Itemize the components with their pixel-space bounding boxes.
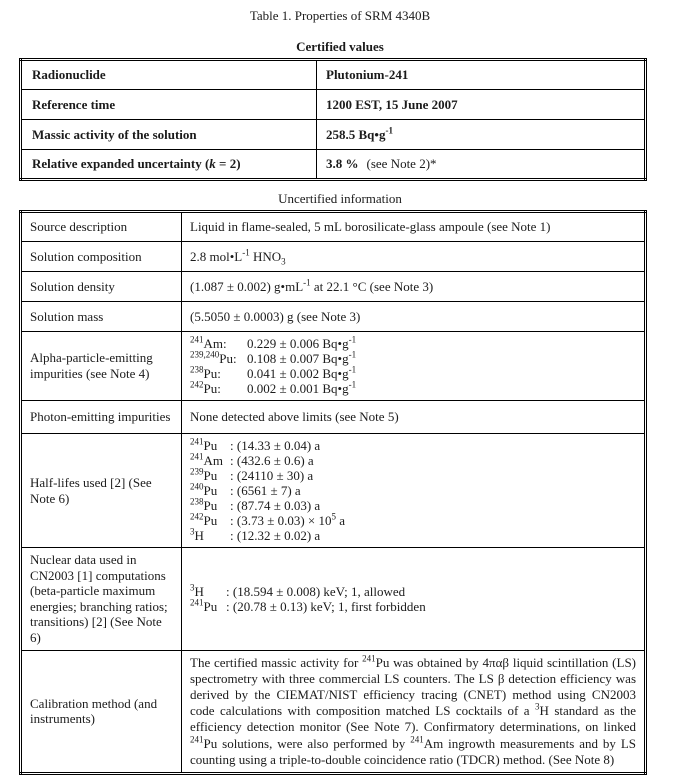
row-value: None detected above limits (see Note 5) xyxy=(182,401,646,434)
nuclear-data-line xyxy=(190,584,636,599)
row-value xyxy=(182,332,646,401)
nuclide-label: $^{241}$Am: xyxy=(190,334,227,351)
uncertified-row-alpha-impurities xyxy=(21,332,646,401)
half-life-line xyxy=(190,468,636,483)
impurity-line xyxy=(190,351,636,366)
row-label: Solution density xyxy=(21,272,182,302)
row-value xyxy=(317,150,646,180)
certified-row-reference-time xyxy=(21,90,646,120)
uncertified-row-composition xyxy=(21,242,646,272)
impurity-value: 0.002 ± 0.001 $Bq•g^{-1}$ xyxy=(247,379,357,396)
certified-row-uncertainty xyxy=(21,150,646,180)
nuclear-data-value: : (20.78 ± 0.13) keV; 1, first forbidden xyxy=(226,598,426,614)
impurity-line xyxy=(190,381,636,396)
nuclide-label: $^{239}$Pu xyxy=(190,466,218,483)
row-value xyxy=(182,650,646,773)
half-life-line xyxy=(190,438,636,453)
certified-row-massic-activity xyxy=(21,120,646,150)
nuclide-label: $^{241}$Pu xyxy=(190,436,218,453)
uncertainty-value: 3.8 % xyxy=(326,156,359,171)
uncertified-row-photon-impurities xyxy=(21,401,646,434)
row-value: (1.087 ± 0.002) $g•mL^{-1}$ at 22.1 °C (see Note 3) xyxy=(182,272,646,302)
impurity-value: 0.229 ± 0.006 $Bq•g^{-1}$ xyxy=(247,334,357,351)
row-value: Plutonium-241 xyxy=(317,60,646,90)
row-value: 258.5 $Bq•g^{-1}$ xyxy=(317,120,646,150)
impurity-line xyxy=(190,366,636,381)
nuclide-label: $^{239,240}$Pu: xyxy=(190,349,237,366)
row-label: Reference time xyxy=(21,90,317,120)
uncertified-information-heading: Uncertified information xyxy=(278,191,402,206)
row-label: Half-lifes used [2] (See Note 6) xyxy=(21,434,182,548)
row-value xyxy=(182,434,646,548)
row-label: Solution mass xyxy=(21,302,182,332)
nuclide-label: $^{241}$Pu xyxy=(190,597,218,614)
uncertified-row-half-lifes xyxy=(21,434,646,548)
uncertified-row-density xyxy=(21,272,646,302)
row-label: Calibration method (and instruments) xyxy=(21,650,182,773)
half-life-line xyxy=(190,513,636,528)
certified-row-radionuclide xyxy=(21,60,646,90)
row-label: Solution composition xyxy=(21,242,182,272)
page-title: Table 1. Properties of SRM 4340B xyxy=(249,8,431,23)
certified-values-table xyxy=(19,58,647,181)
half-life-value: : (14.33 ± 0.04) a xyxy=(230,438,321,453)
half-life-line xyxy=(190,483,636,498)
row-value: (5.5050 ± 0.0003) g (see Note 3) xyxy=(182,302,646,332)
nuclide-label: $^{241}$Am xyxy=(190,451,223,468)
half-life-value: : (12.32 ± 0.02) a xyxy=(230,528,321,543)
half-life-line xyxy=(190,453,636,468)
half-life-line xyxy=(190,528,636,543)
half-life-line xyxy=(190,498,636,513)
row-label: Relative expanded uncertainty (k = 2) xyxy=(21,150,317,180)
uncertainty-note: (see Note 2)* xyxy=(366,156,437,171)
uncertified-row-mass xyxy=(21,302,646,332)
calibration-paragraph: The certified massic activity for $^{241}$Pu was obtained by 4παβ liquid scintillation (LS) spectrometry with three commercial LS counters. The LS β detection efficiency was derived by the CIEMAT/NIST efficiency tracing (CNET) method using CN2003 code calculations with composition matched LS cocktails of a $^3$H standard as the efficiency detection monitor (See Note 7). Confirmatory determinations, on linked $^{241}$Pu solutions, were also performed by $^{241}$Am ingrowth measurements and by LS counting using a triple-to-double coincidence ratio (TDCR) method. (See Note 8) xyxy=(190,653,637,767)
nuclide-label: $^{242}$Pu xyxy=(190,511,218,528)
row-value: 1200 EST, 15 June 2007 xyxy=(317,90,646,120)
nuclide-label: $^3$H xyxy=(190,526,204,543)
half-life-value: : (6561 ± 7) a xyxy=(230,483,301,498)
half-life-value: : (24110 ± 30) a xyxy=(230,468,314,483)
nuclide-label: $^3$H xyxy=(190,582,204,599)
row-label: Source description xyxy=(21,212,182,242)
uncertified-row-source xyxy=(21,212,646,242)
impurity-value: 0.108 ± 0.007 $Bq•g^{-1}$ xyxy=(247,349,357,366)
row-label: Radionuclide xyxy=(21,60,317,90)
impurity-line xyxy=(190,336,636,351)
uncertified-row-calibration xyxy=(21,650,646,773)
row-value xyxy=(182,548,646,651)
nuclear-data-line xyxy=(190,599,636,614)
uncertified-row-nuclear-data xyxy=(21,548,646,651)
spacer xyxy=(0,181,680,191)
half-life-value: : (432.6 ± 0.6) a xyxy=(230,453,314,468)
nuclide-label: $^{238}$Pu xyxy=(190,496,218,513)
row-label: Massic activity of the solution xyxy=(21,120,317,150)
certified-values-heading: Certified values xyxy=(296,39,384,54)
half-life-value: : $(3.73 \pm 0.03) \times 10^5$ a xyxy=(230,511,346,528)
half-life-value: : (87.74 ± 0.03) a xyxy=(230,498,321,513)
uncertified-information-table xyxy=(19,210,647,775)
row-value: 2.8 $mol•L^{-1}$ $HNO_3$ xyxy=(182,242,646,272)
row-value: Liquid in flame-sealed, 5 mL borosilicate-glass ampoule (see Note 1) xyxy=(182,212,646,242)
nuclide-label: $^{238}$Pu: xyxy=(190,364,221,381)
row-label: Nuclear data used in CN2003 [1] computations (beta-particle maximum energies; branching ratios; transitions) [2] (See Note 6) xyxy=(21,548,182,651)
nuclide-label: $^{240}$Pu xyxy=(190,481,218,498)
row-label: Photon-emitting impurities xyxy=(21,401,182,434)
impurity-value: 0.041 ± 0.002 $Bq•g^{-1}$ xyxy=(247,364,357,381)
nuclide-label: $^{242}$Pu: xyxy=(190,379,221,396)
row-label: Alpha-particle-emitting impurities (see Note 4) xyxy=(21,332,182,401)
nuclear-data-value: : (18.594 ± 0.008) keV; 1, allowed xyxy=(226,583,406,599)
